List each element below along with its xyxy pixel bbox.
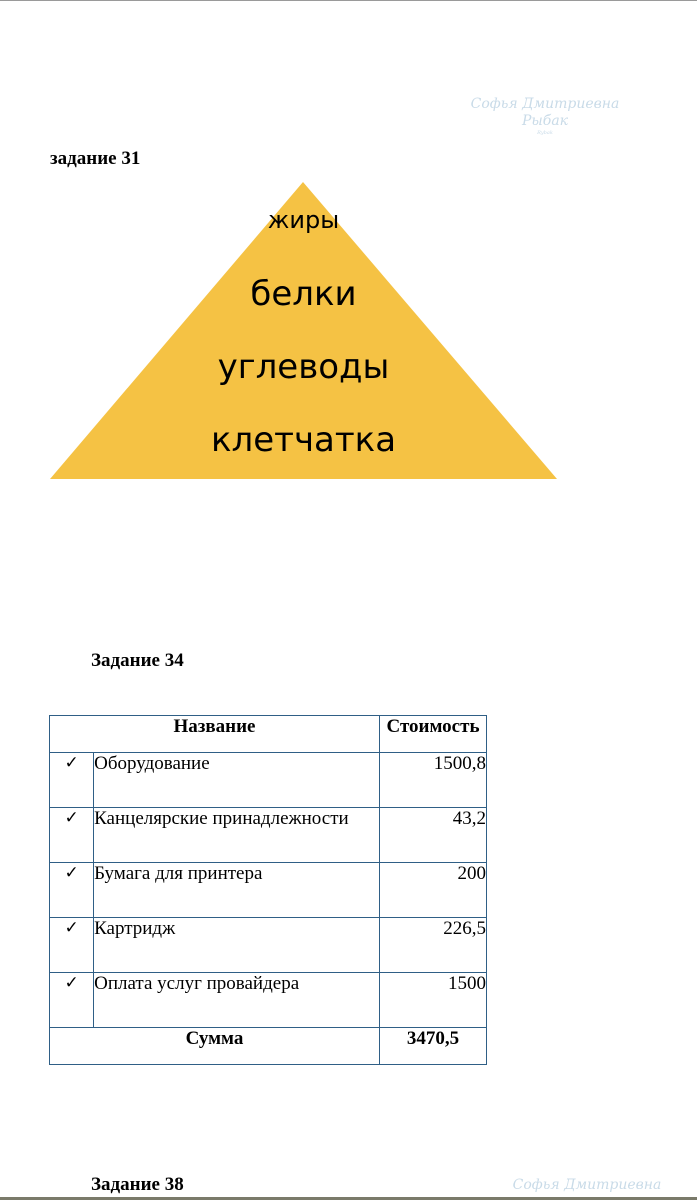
table-row [50,753,487,808]
watermark-line-1: Софья Дмитриевна [470,96,620,112]
pyramid-level-4: клетчатка [210,420,397,460]
task-34-heading: Задание 34 [91,650,184,671]
page-top-border [0,0,697,1]
watermark-signature [470,96,620,136]
header-cost: Стоимость [380,716,487,753]
table-row [50,973,487,1028]
total-label: Сумма [50,1028,380,1065]
check-icon: ✓ [50,753,94,808]
table-row [50,863,487,918]
item-cost: 226,5 [380,918,487,973]
pyramid-level-1: жиры [267,206,340,234]
pyramid-level-2: белки [250,274,357,314]
check-icon: ✓ [50,973,94,1028]
check-icon: ✓ [50,808,94,863]
item-name: Картридж [94,918,380,973]
item-name: Канцелярские принадлежности [94,808,380,863]
watermark-bottom: Софья Дмитриевна [512,1177,662,1193]
total-value: 3470,5 [380,1028,487,1065]
item-name: Оборудование [94,753,380,808]
item-cost: 1500,8 [380,753,487,808]
table-header-row [50,716,487,753]
table-row [50,918,487,973]
item-cost: 1500 [380,973,487,1028]
task-31-heading: задание 31 [50,148,141,169]
item-cost: 43,2 [380,808,487,863]
check-icon: ✓ [50,863,94,918]
expenses-table [49,715,487,1065]
item-name: Бумага для принтера [94,863,380,918]
item-cost: 200 [380,863,487,918]
table-row [50,808,487,863]
item-name: Оплата услуг провайдера [94,973,380,1028]
check-icon: ✓ [50,918,94,973]
task-38-heading: Задание 38 [91,1174,184,1195]
watermark-line-3: Rybak [537,130,553,136]
pyramid-level-3: углеводы [217,347,390,387]
header-name: Название [50,716,380,753]
watermark-line-2: Рыбак [521,113,569,129]
table-total-row [50,1028,487,1065]
